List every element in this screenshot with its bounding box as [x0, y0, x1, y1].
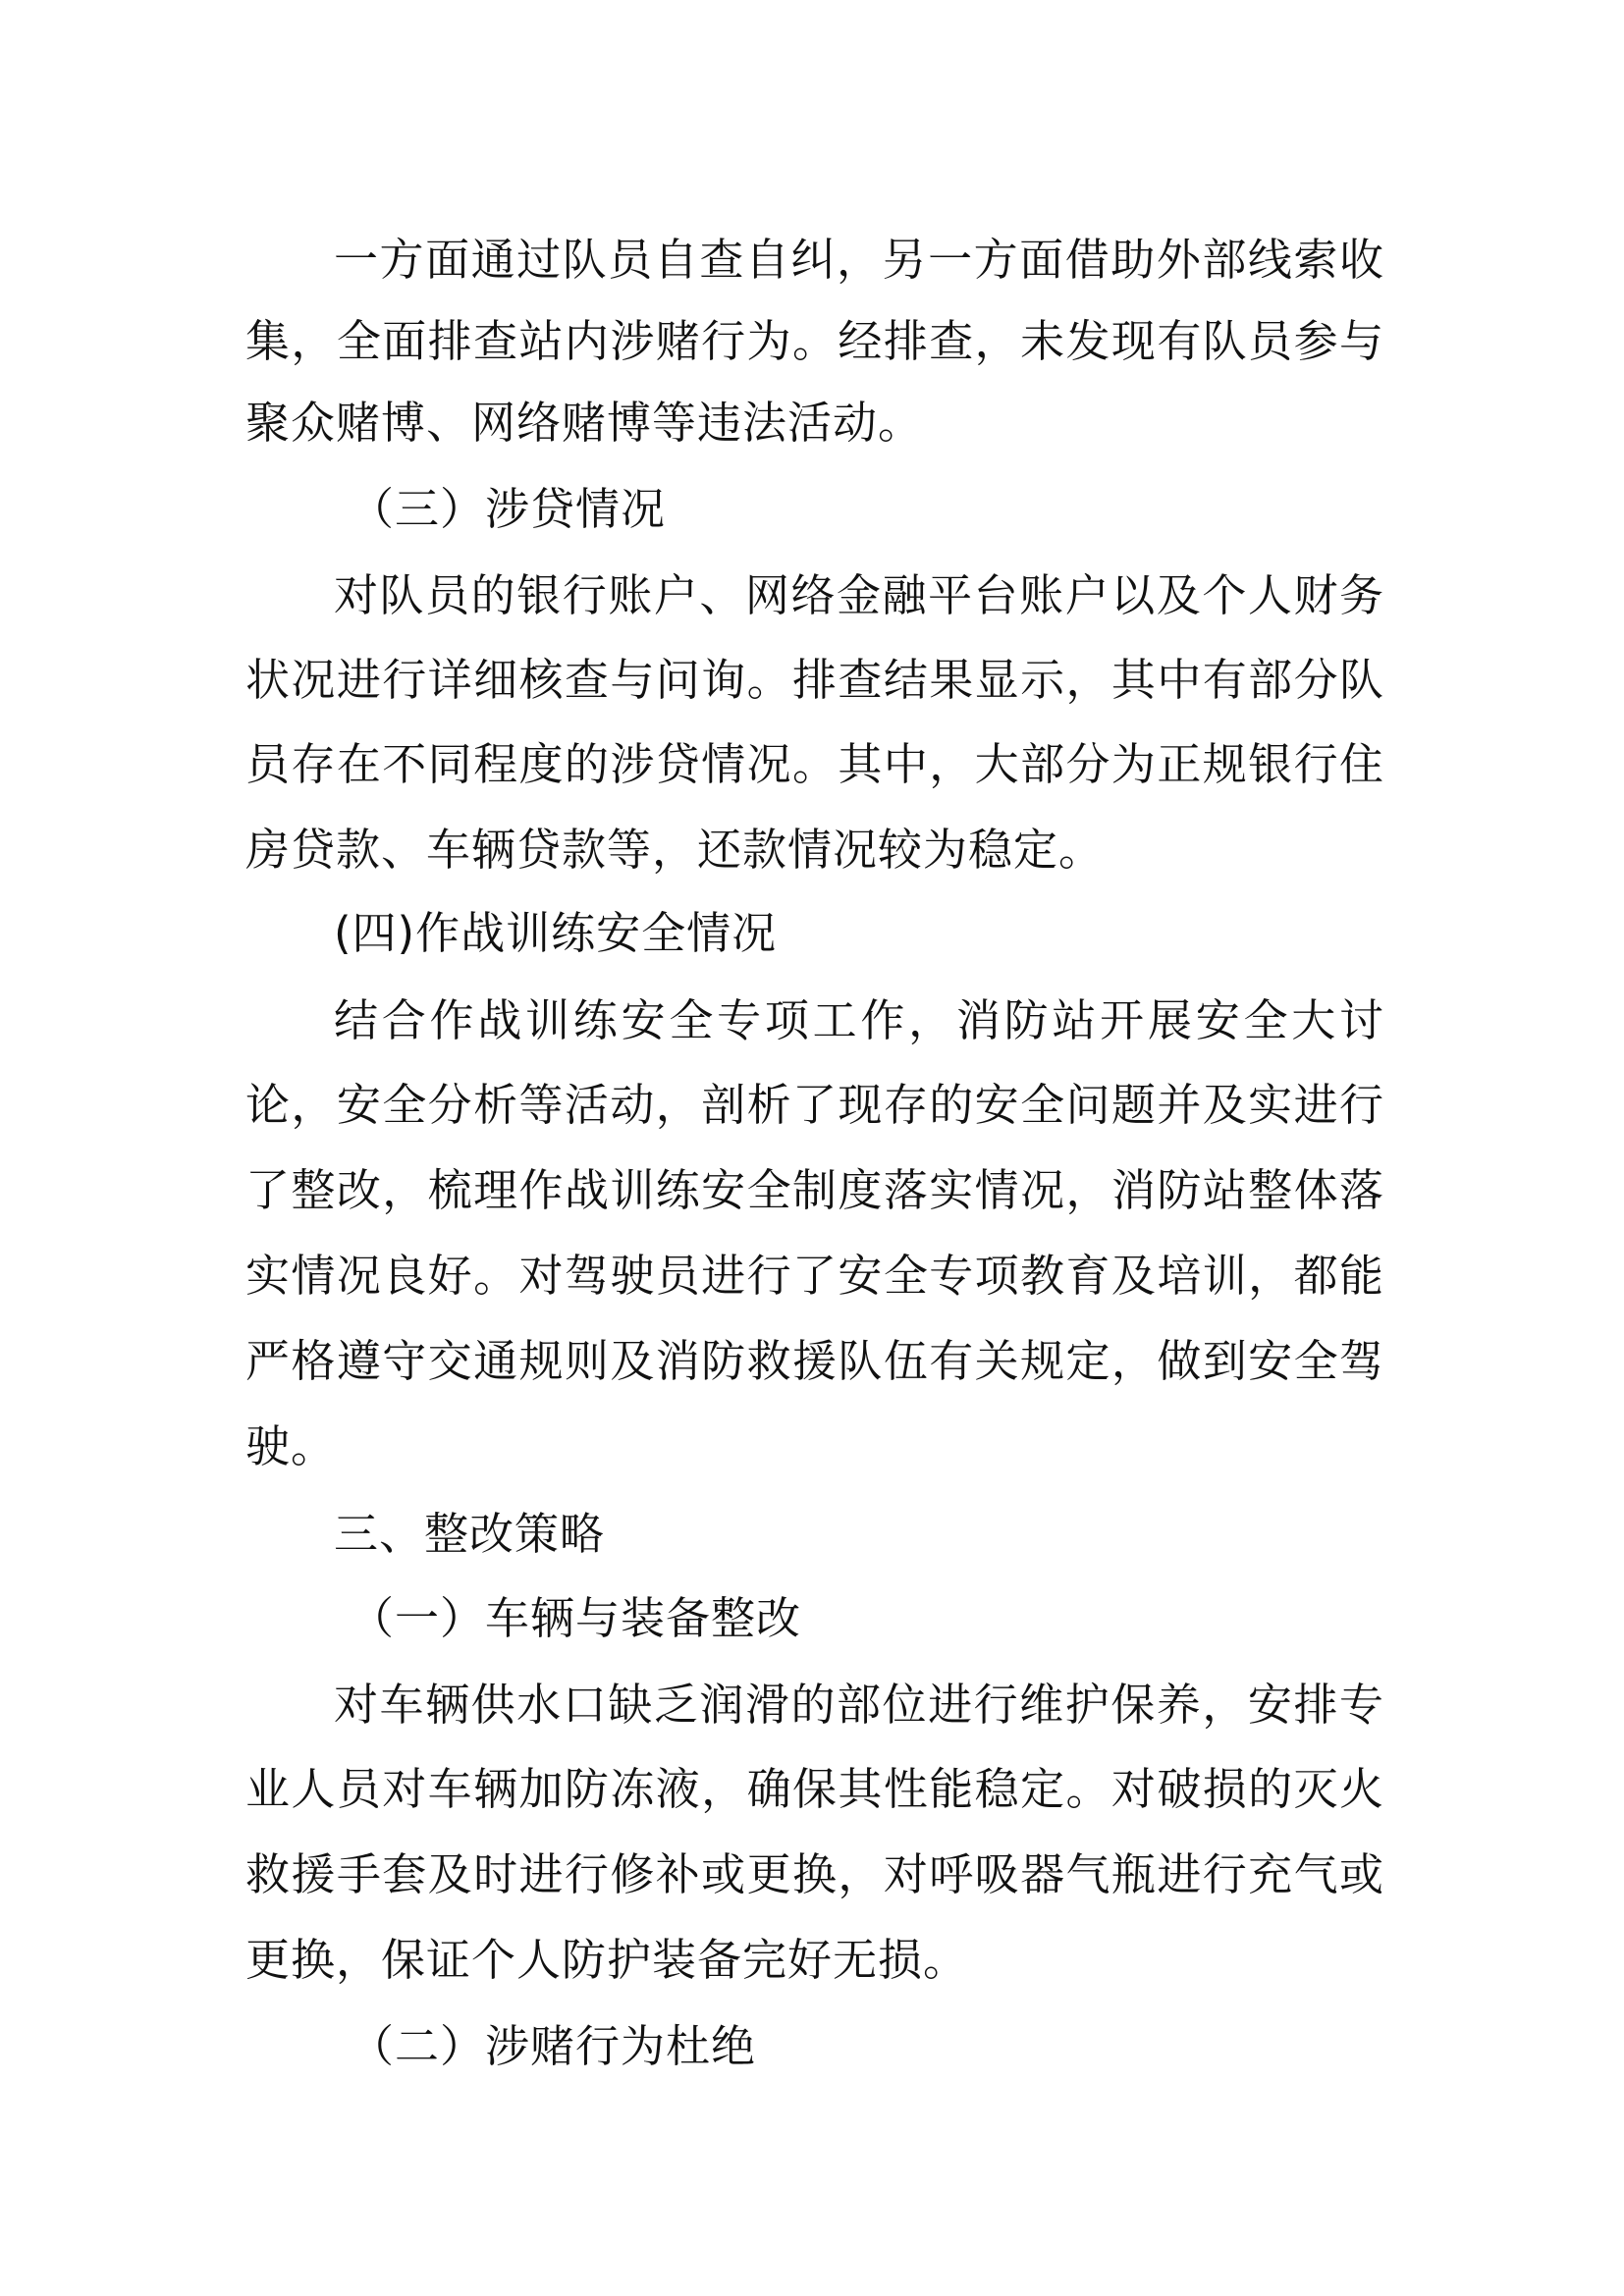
section-heading: （二）涉赌行为杜绝: [350, 2020, 757, 2072]
paragraph-line: 对队员的银行账户、网络金融平台账户以及个人财务: [334, 569, 1384, 621]
paragraph-line: 房贷款、车辆贷款等，还款情况较为稳定。: [245, 824, 1105, 876]
paragraph-line: 驶。: [245, 1420, 337, 1472]
paragraph-line: 更换，保证个人防护装备完好无损。: [245, 1934, 969, 1986]
section-heading: （一）车辆与装备整改: [350, 1592, 802, 1644]
paragraph-line: 状况进行详细核查与问询。排查结果显示，其中有部分队: [245, 654, 1384, 706]
paragraph-line: 救援手套及时进行修补或更换，对呼吸器气瓶进行充气或: [245, 1848, 1384, 1900]
paragraph-line: 聚众赌博、网络赌博等违法活动。: [245, 397, 924, 449]
paragraph-line: 严格遵守交通规则及消防救援队伍有关规定，做到安全驾: [245, 1335, 1384, 1387]
paragraph-line: 员存在不同程度的涉贷情况。其中，大部分为正规银行住: [245, 738, 1384, 790]
paragraph-line: 对车辆供水口缺乏润滑的部位进行维护保养，安排专: [334, 1679, 1384, 1731]
paragraph-line: 论，安全分析等活动，剖析了现存的安全问题并及实进行: [245, 1079, 1384, 1131]
paragraph-line: 实情况良好。对驾驶员进行了安全专项教育及培训，都能: [245, 1250, 1384, 1302]
section-heading: （三）涉贷情况: [350, 483, 667, 535]
paragraph-line: 结合作战训练安全专项工作，消防站开展安全大讨: [334, 994, 1384, 1046]
section-heading: 三、整改策略: [334, 1508, 606, 1560]
paragraph-line: 业人员对车辆加防冻液，确保其性能稳定。对破损的灭火: [245, 1763, 1384, 1815]
paragraph-line: 了整改，梳理作战训练安全制度落实情况，消防站整体落: [245, 1164, 1384, 1216]
paragraph-line: 一方面通过队员自查自纠，另一方面借助外部线索收: [334, 234, 1384, 286]
paragraph-line: 集，全面排查站内涉赌行为。经排查，未发现有队员参与: [245, 315, 1384, 367]
section-heading: (四)作战训练安全情况: [334, 907, 778, 959]
